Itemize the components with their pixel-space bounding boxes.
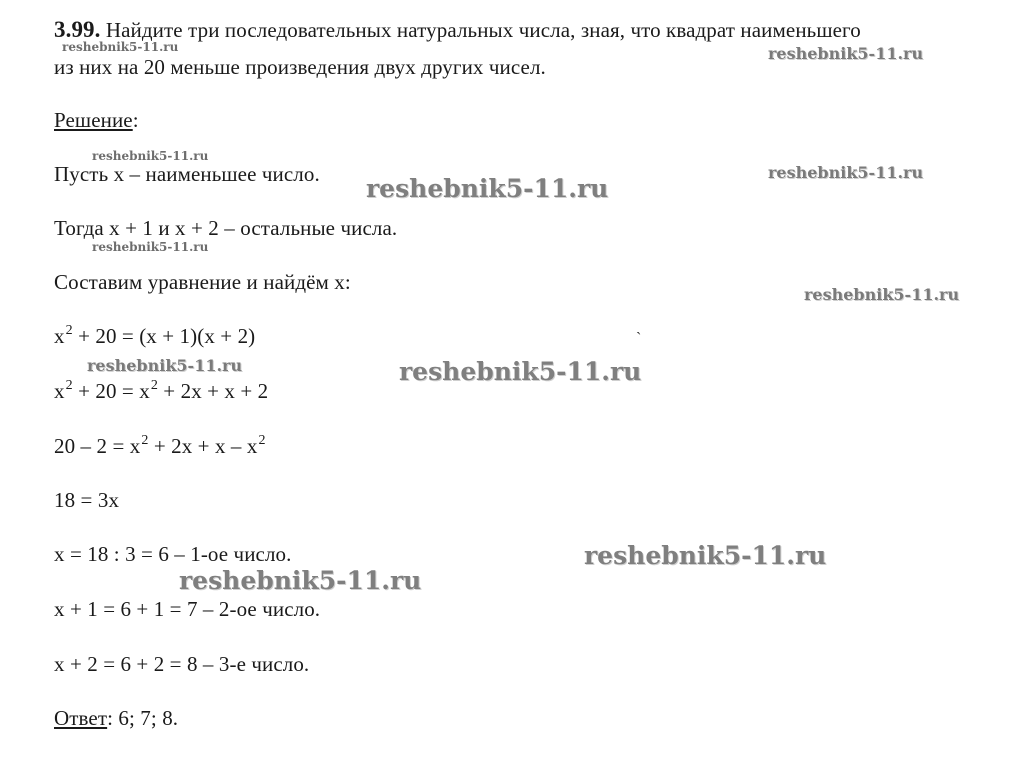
equation-2-part-b: + 20 = x	[78, 379, 150, 403]
superscript-2: 2	[258, 433, 266, 448]
equation-6: x + 1 = 6 + 1 = 7 – 2-ое число.	[54, 597, 321, 621]
answer-label: Ответ	[54, 706, 108, 730]
solution-heading-colon: :	[132, 108, 139, 132]
equation-3-part-a: 20 – 2 = x	[54, 434, 141, 458]
watermark: reshebnik5-11.ru	[804, 285, 960, 304]
problem-text-line-1: Найдите три последовательных натуральных числа, зная, что квадрат наименьшего	[105, 18, 861, 42]
equation-1-part-a: x	[54, 324, 65, 348]
answer-line	[54, 706, 178, 730]
scan-speck: ˋ	[636, 330, 642, 347]
solution-heading-label: Решение	[54, 108, 133, 132]
equation-2	[54, 379, 268, 407]
solution-heading	[54, 108, 139, 132]
equation-7: x + 2 = 6 + 2 = 8 – 3-е число.	[54, 652, 310, 676]
watermark: reshebnik5-11.ru	[366, 174, 609, 203]
watermark: reshebnik5-11.ru	[179, 566, 422, 595]
superscript-2: 2	[141, 433, 149, 448]
equation-4: 18 = 3x	[54, 488, 120, 512]
superscript-2: 2	[65, 378, 73, 393]
equation-3	[54, 434, 266, 462]
solution-compose-line: Составим уравнение и найдём x:	[54, 270, 351, 294]
superscript-2: 2	[150, 378, 158, 393]
watermark: reshebnik5-11.ru	[768, 163, 924, 182]
equation-1-part-b: + 20 = (x + 1)(x + 2)	[78, 324, 256, 348]
equation-5: x = 18 : 3 = 6 – 1-ое число.	[54, 542, 292, 566]
problem-line-2: из них на 20 меньше произведения двух других чисел.	[54, 55, 546, 79]
problem-line-1	[54, 18, 861, 42]
equation-2-part-a: x	[54, 379, 65, 403]
watermark: reshebnik5-11.ru	[92, 240, 209, 254]
watermark: reshebnik5-11.ru	[62, 40, 179, 54]
watermark: reshebnik5-11.ru	[584, 541, 827, 570]
superscript-2: 2	[65, 323, 73, 338]
solution-let-line: Пусть x – наименьшее число.	[54, 162, 320, 186]
watermark: reshebnik5-11.ru	[87, 356, 243, 375]
equation-2-part-c: + 2x + x + 2	[163, 379, 269, 403]
solution-then-line: Тогда x + 1 и x + 2 – остальные числа.	[54, 216, 398, 240]
watermark: reshebnik5-11.ru	[399, 357, 642, 386]
watermark: reshebnik5-11.ru	[92, 149, 209, 163]
equation-3-part-b: + 2x + x – x	[153, 434, 258, 458]
equation-1	[54, 324, 255, 352]
answer-value: : 6; 7; 8.	[107, 706, 179, 730]
problem-number: 3.99.	[54, 17, 101, 42]
watermark: reshebnik5-11.ru	[768, 44, 924, 63]
